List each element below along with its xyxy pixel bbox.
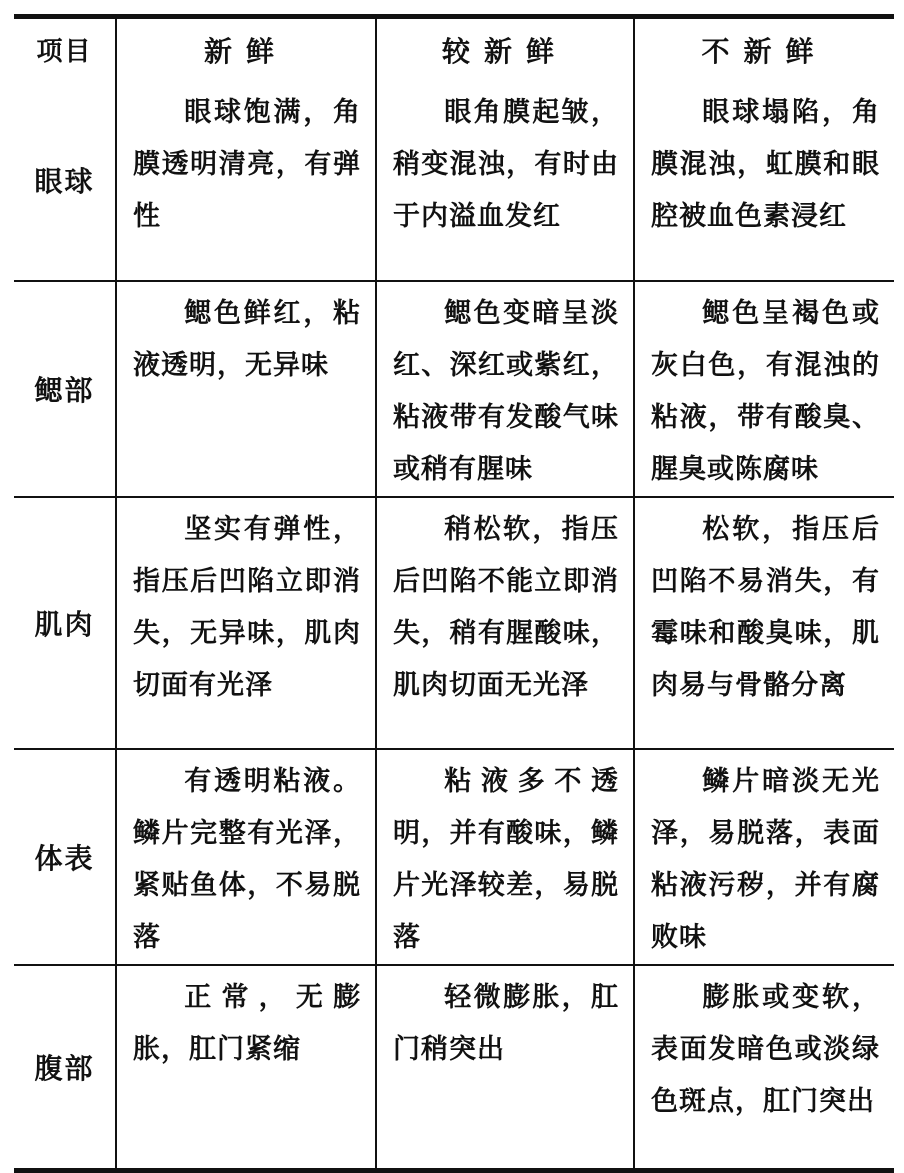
header-not-fresh: 不新鲜 xyxy=(634,17,894,81)
cell-fresh: 有透明粘液。鳞片完整有光泽，紧贴鱼体，不易脱落 xyxy=(116,749,376,965)
table-body xyxy=(14,81,894,1171)
cell-less-fresh: 鳃色变暗呈淡红、深红或紫红，粘液带有发酸气味或稍有腥味 xyxy=(376,281,634,497)
cell-not-fresh: 眼球塌陷，角膜混浊，虹膜和眼腔被血色素浸红 xyxy=(634,81,894,281)
cell-not-fresh: 鳞片暗淡无光泽，易脱落，表面粘液污秽，并有腐败味 xyxy=(634,749,894,965)
table-row xyxy=(14,749,894,965)
row-label-gill: 鳃部 xyxy=(14,281,116,497)
header-row xyxy=(14,17,894,81)
cell-not-fresh: 鳃色呈褐色或灰白色，有混浊的粘液，带有酸臭、腥臭或陈腐味 xyxy=(634,281,894,497)
cell-not-fresh: 膨胀或变软，表面发暗色或淡绿色斑点，肛门突出 xyxy=(634,965,894,1171)
row-label-surface: 体表 xyxy=(14,749,116,965)
table-row xyxy=(14,281,894,497)
table-row xyxy=(14,81,894,281)
cell-fresh: 眼球饱满，角膜透明清亮，有弹性 xyxy=(116,81,376,281)
row-label-belly: 腹部 xyxy=(14,965,116,1171)
table-row xyxy=(14,965,894,1171)
header-less-fresh: 较新鲜 xyxy=(376,17,634,81)
cell-fresh: 坚实有弹性，指压后凹陷立即消失，无异味，肌肉切面有光泽 xyxy=(116,497,376,749)
cell-less-fresh: 轻微膨胀，肛门稍突出 xyxy=(376,965,634,1171)
cell-less-fresh: 眼角膜起皱，稍变混浊，有时由于内溢血发红 xyxy=(376,81,634,281)
table-header xyxy=(14,17,894,81)
cell-less-fresh: 粘液多不透明，并有酸味，鳞片光泽较差，易脱落 xyxy=(376,749,634,965)
header-item: 项目 xyxy=(14,17,116,81)
fish-freshness-table xyxy=(14,14,894,1173)
cell-fresh: 鳃色鲜红，粘液透明，无异味 xyxy=(116,281,376,497)
cell-less-fresh: 稍松软，指压后凹陷不能立即消失，稍有腥酸味，肌肉切面无光泽 xyxy=(376,497,634,749)
row-label-muscle: 肌肉 xyxy=(14,497,116,749)
cell-not-fresh: 松软，指压后凹陷不易消失，有霉味和酸臭味，肌肉易与骨骼分离 xyxy=(634,497,894,749)
header-fresh: 新鲜 xyxy=(116,17,376,81)
table-row xyxy=(14,497,894,749)
cell-fresh: 正常，无膨胀，肛门紧缩 xyxy=(116,965,376,1171)
row-label-eye: 眼球 xyxy=(14,81,116,281)
